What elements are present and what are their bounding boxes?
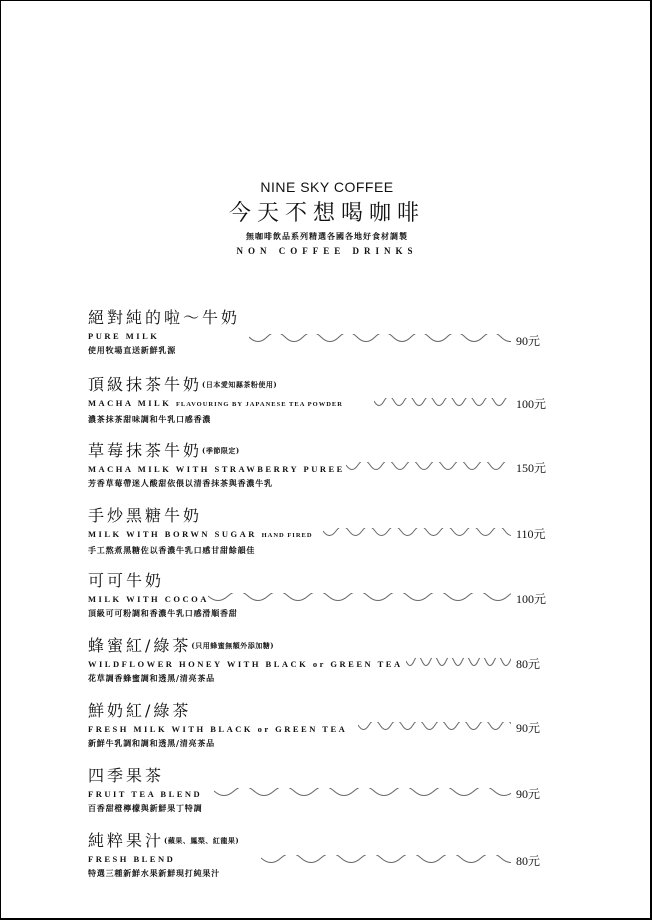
item-note: (只用蜂蜜無額外添加糖): [191, 641, 275, 650]
subtitle-english: NON COFFEE DRINKS: [236, 246, 418, 256]
brand-name: NINE SKY COFFEE: [260, 179, 394, 195]
item-price: 100元: [516, 397, 547, 411]
item-description: 特選三種新鮮水果新鮮現打純果汁: [88, 868, 220, 878]
wave-divider-icon: [374, 398, 511, 410]
item-description: 新鮮牛乳調和調和透黑/清亮茶品: [88, 738, 215, 748]
wave-divider-icon: [406, 658, 511, 670]
item-price: 90元: [516, 787, 541, 801]
item-name: 蜂蜜紅/綠茶(只用蜂蜜無額外添加糖): [88, 636, 275, 655]
item-name: 頂級抹茶牛奶(日本愛知縣茶粉使用): [88, 375, 278, 394]
page-title: 今天不想喝咖啡: [228, 201, 425, 226]
item-description: 濃茶抹茶甜味調和牛乳口感香濃: [88, 414, 212, 424]
item-english-name: PURE MILK: [88, 331, 160, 341]
wave-divider-icon: [208, 593, 511, 605]
wave-divider-icon: [249, 334, 511, 346]
item-english-name: MILK WITH COCOA: [88, 594, 209, 604]
wave-divider-icon: [323, 528, 511, 540]
item-note: (季節限定): [202, 446, 240, 455]
item-price: 90元: [516, 721, 541, 735]
wave-divider-icon: [214, 788, 511, 800]
item-english-name: FRESH BLEND: [88, 854, 176, 864]
item-name: 四季果茶: [88, 766, 165, 785]
item-name: 可可牛奶: [88, 571, 165, 590]
wave-divider-icon: [261, 855, 511, 867]
item-price: 100元: [516, 592, 547, 606]
item-description: 花草調香蜂蜜調和透黑/清亮茶品: [88, 673, 215, 683]
item-name: 草莓抹茶牛奶(季節限定): [88, 441, 240, 460]
item-english-name: MILK WITH BORWN SUGAR HAND FIRED: [88, 529, 313, 539]
item-name: 鮮奶紅/綠茶: [88, 701, 192, 720]
item-description: 芳香草莓帶迷人酸甜依偎以清香抹茶與香濃牛乳: [88, 478, 273, 488]
item-name: 手炒黑糖牛奶: [88, 506, 203, 525]
item-name: 絕對純的啦～牛奶: [88, 308, 241, 327]
wave-divider-icon: [346, 462, 511, 474]
item-english-name: MACHA MILK WITH STRAWBERRY PUREE: [88, 464, 345, 474]
item-description: 使用牧場直送新鮮乳源: [88, 345, 176, 355]
item-price: 80元: [516, 657, 541, 671]
item-price: 150元: [516, 461, 547, 475]
item-price: 90元: [516, 334, 541, 348]
item-note: (蘋果、鳳梨、紅龍果): [164, 836, 240, 845]
wave-divider-icon: [358, 722, 511, 734]
item-english-name: WILDFLOWER HONEY WITH BLACK or GREEN TEA: [88, 659, 403, 669]
item-name: 純粹果汁(蘋果、鳳梨、紅龍果): [88, 831, 240, 850]
item-english-name: FRESH MILK WITH BLACK or GREEN TEA: [88, 724, 348, 734]
subtitle-chinese: 無咖啡飲品系列精選各國各地好食材調製: [246, 231, 408, 241]
item-description: 百香甜橙檸檬與新鮮果丁特調: [88, 803, 203, 813]
item-note: (日本愛知縣茶粉使用): [202, 380, 278, 389]
item-english-name: MACHA MILK FLAVOURING BY JAPANESE TEA POWDER: [88, 398, 343, 408]
item-description: 手工熬煮黑糖佐以香濃牛乳口感甘甜餘韻佳: [88, 545, 256, 555]
menu-header: [1, 179, 652, 257]
menu-item-pure-milk: [88, 308, 568, 356]
item-price: 110元: [516, 527, 546, 541]
item-price: 80元: [516, 854, 541, 868]
item-english-name: FRUIT TEA BLEND: [88, 789, 203, 799]
item-description: 頂級可可粉調和香濃牛乳口感滑順香甜: [88, 608, 238, 618]
